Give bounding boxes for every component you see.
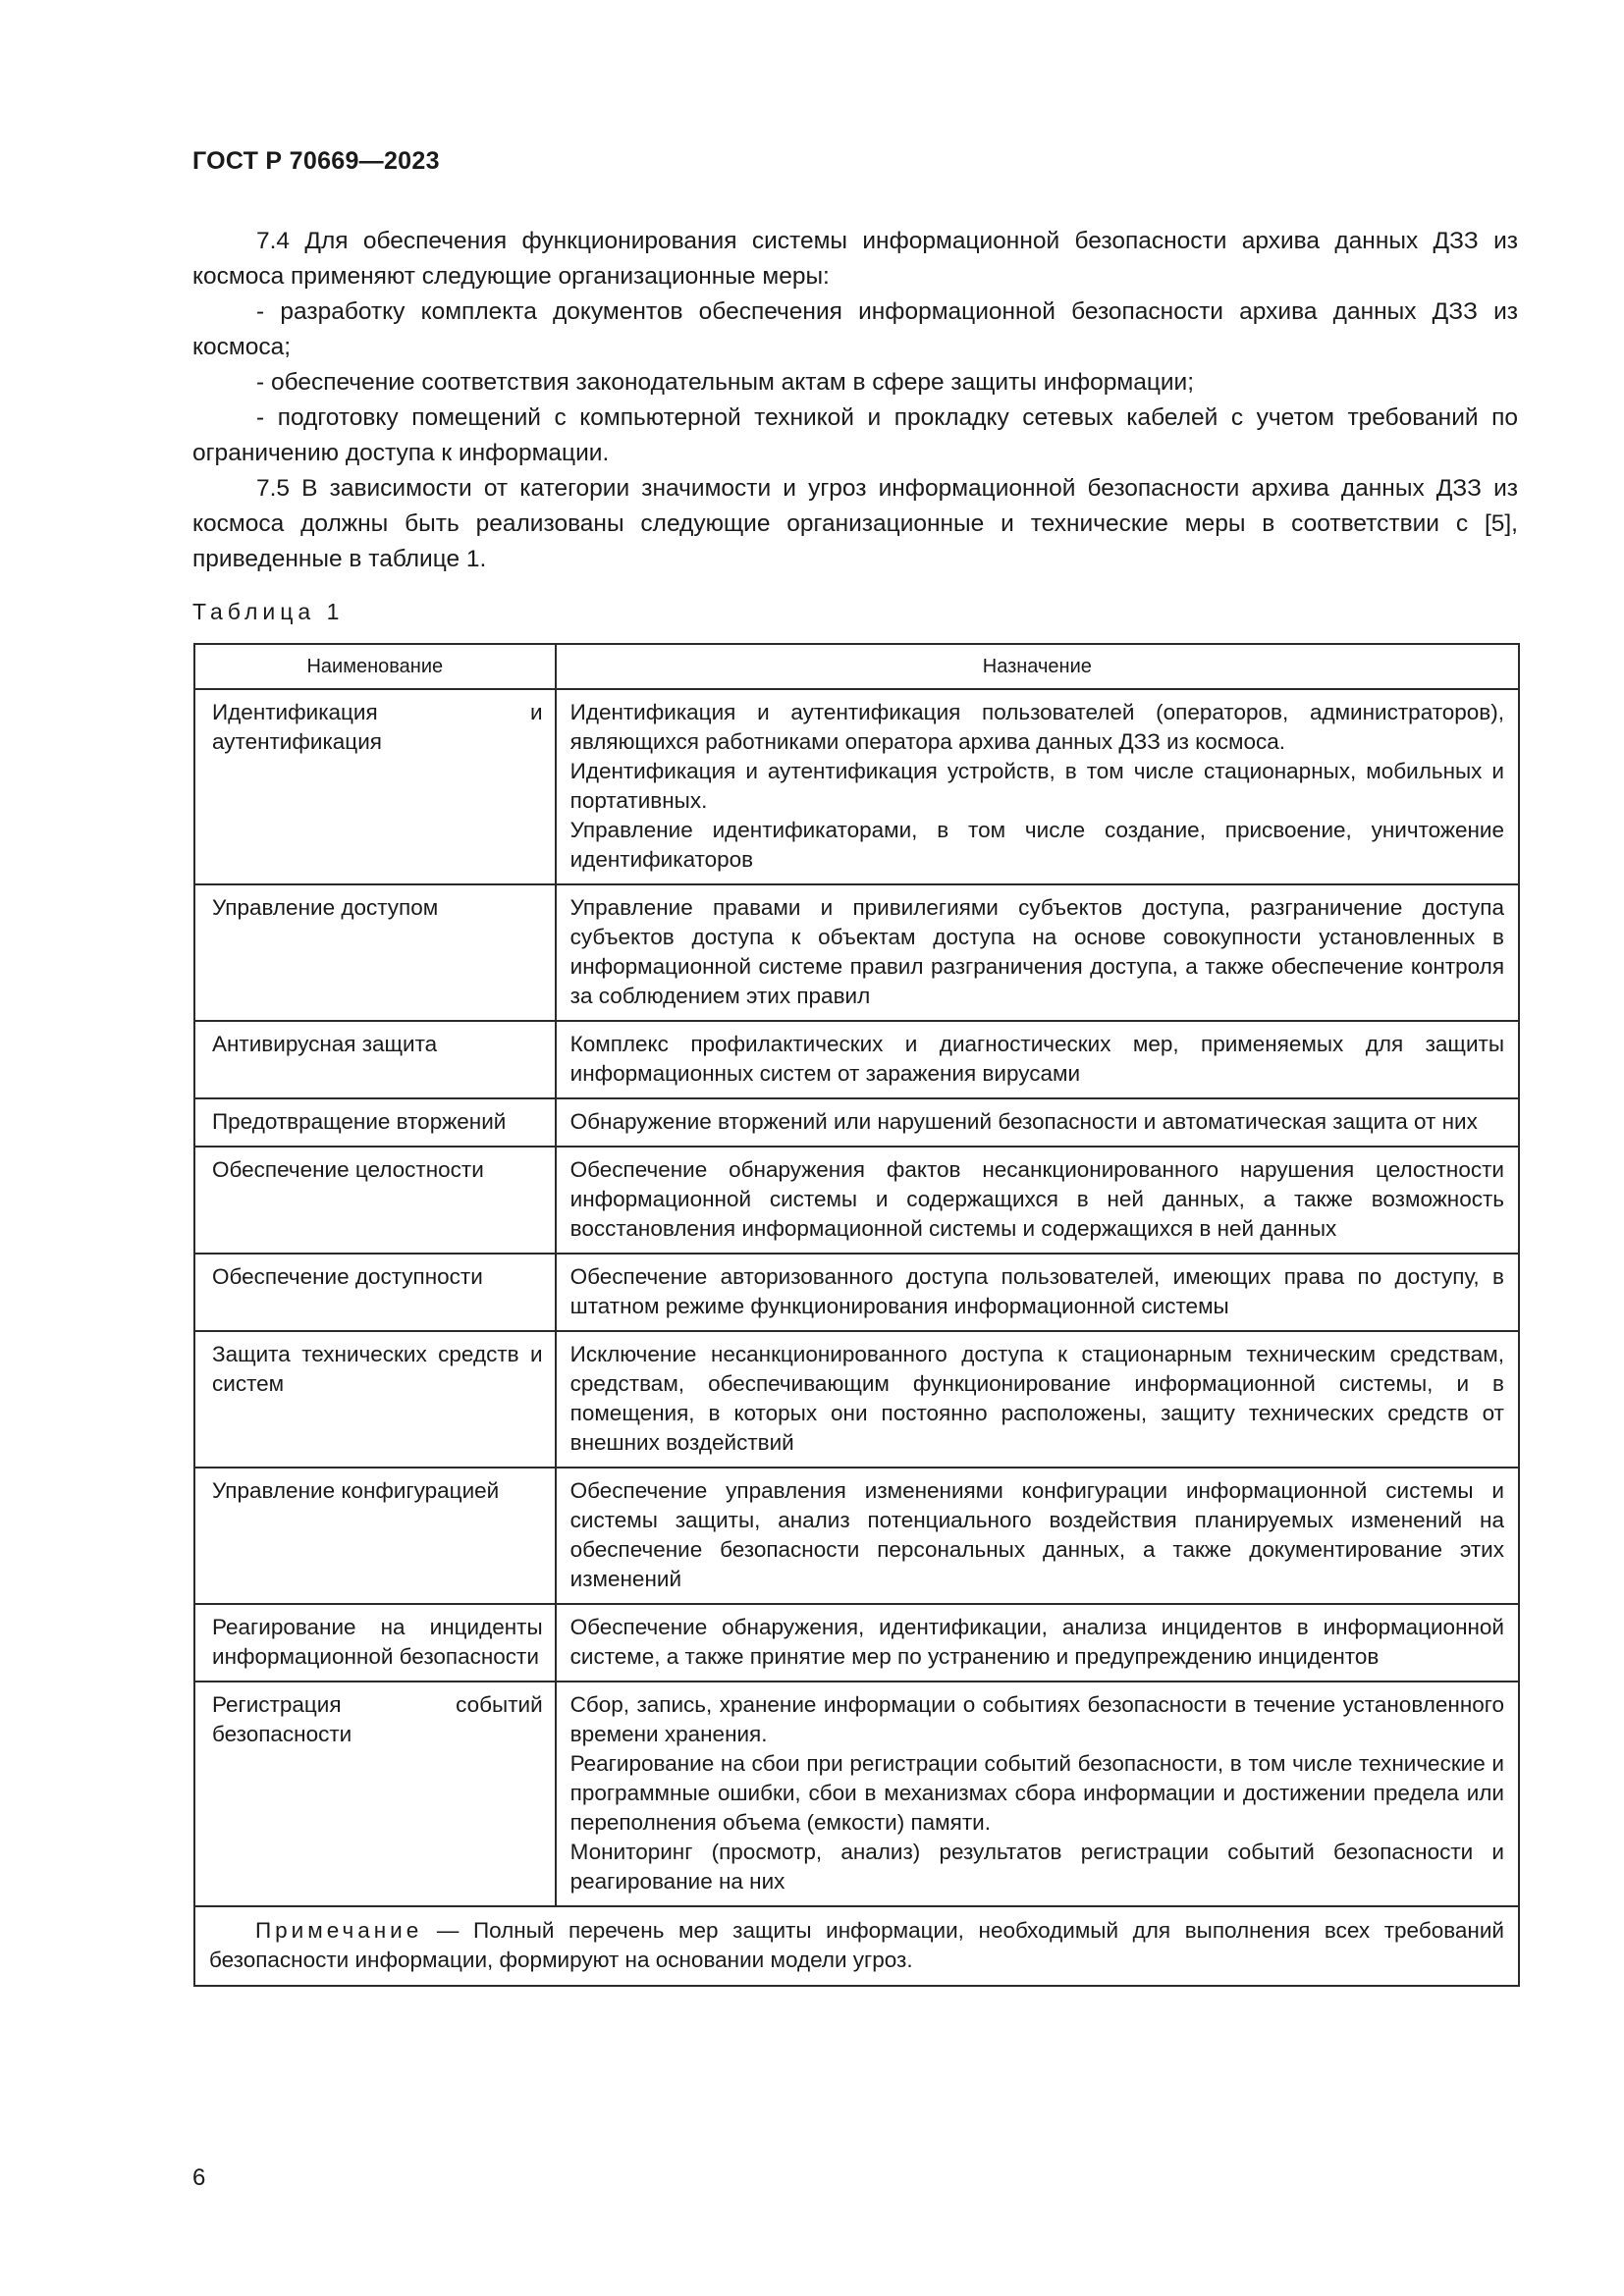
- measure-purpose: [556, 1254, 1519, 1331]
- table-row: [194, 1682, 1519, 1906]
- table-row: [194, 1331, 1519, 1468]
- measure-purpose: [556, 1682, 1519, 1906]
- measure-purpose: [556, 884, 1519, 1021]
- purpose-line: Управление правами и привилегиями субъектов доступа, разграничение доступа субъектов доступа к объектам доступа на основе совокупности установленных в информационной системе правил разграничения доступа, а также обеспечение контроля за соблюдением этих правил: [569, 895, 1504, 1008]
- measure-name: Обеспечение целостности: [194, 1147, 556, 1254]
- purpose-line: Управление идентификаторами, в том числе создание, присвоение, уничтожение идентификаторов: [569, 818, 1504, 872]
- purpose-line: Комплекс профилактических и диагностических мер, применяемых для защиты информационных систем от заражения вирусами: [569, 1032, 1504, 1086]
- purpose-line: Обнаружение вторжений или нарушений безопасности и автоматическая защита от них: [569, 1109, 1478, 1134]
- measure-purpose: [556, 1331, 1519, 1468]
- purpose-line: Исключение несанкционированного доступа к стационарным техническим средствам, средствам, обеспечивающим функционирование информационной системы, и в помещения, в которых они постоянно расположены, защиту технических средств от внешних воздействий: [569, 1342, 1504, 1455]
- table-row: [194, 1021, 1519, 1098]
- measure-purpose: [556, 1604, 1519, 1682]
- list-item: - обеспечение соответствия законодательным актам в сфере защиты информации;: [256, 369, 1195, 396]
- measure-purpose: [556, 1098, 1519, 1147]
- table-note-row: [194, 1906, 1519, 1986]
- paragraph-7-5: 7.5 В зависимости от категории значимости и угроз информационной безопасности архива данных ДЗЗ из космоса должны быть реализованы следующие организационные и технические меры в соответствии с [5], приведенные в таблице 1.: [192, 475, 1518, 572]
- list-item: - разработку комплекта документов обеспечения информационной безопасности архива данных ДЗЗ из космоса;: [192, 298, 1518, 360]
- measure-name: Идентификация и аутентификация: [194, 689, 556, 884]
- table-row: [194, 689, 1519, 884]
- table-note: [194, 1906, 1519, 1986]
- page-number: 6: [192, 2164, 206, 2191]
- measure-name: Предотвращение вторжений: [194, 1098, 556, 1147]
- measures-table: [193, 643, 1520, 1987]
- table-caption: Таблица 1: [192, 599, 345, 624]
- purpose-line: Реагирование на сбои при регистрации событий безопасности, в том числе технические и программные ошибки, сбои в механизмах сбора информации и достижении предела или переполнения объема (емкости) памяти.: [569, 1751, 1504, 1835]
- purpose-line: Сбор, запись, хранение информации о событиях безопасности в течение установленного времени хранения.: [569, 1692, 1504, 1746]
- table-row: [194, 1254, 1519, 1331]
- list-item: - подготовку помещений с компьютерной техникой и прокладку сетевых кабелей с учетом требований по ограничению доступа к информации.: [192, 404, 1518, 466]
- note-text: — Полный перечень мер защиты информации, необходимый для выполнения всех требований безопасности информации, формируют на основании модели угроз.: [209, 1918, 1504, 1972]
- table-row: [194, 1468, 1519, 1604]
- measure-name: Реагирование на инциденты информационной безопасности: [194, 1604, 556, 1682]
- body-text: [192, 224, 1518, 577]
- purpose-line: Мониторинг (просмотр, анализ) результатов регистрации событий безопасности и реагирование на них: [569, 1840, 1504, 1894]
- standard-header: ГОСТ Р 70669—2023: [192, 147, 440, 175]
- measure-name: Защита технических средств и систем: [194, 1331, 556, 1468]
- measure-name: Управление конфигурацией: [194, 1468, 556, 1604]
- table-row: [194, 1098, 1519, 1147]
- measure-purpose: [556, 1468, 1519, 1604]
- purpose-line: Обеспечение обнаружения, идентификации, анализа инцидентов в информационной системе, а также принятие мер по устранению и предупреждению инцидентов: [569, 1615, 1504, 1669]
- paragraph-7-4: 7.4 Для обеспечения функционирования системы информационной безопасности архива данных ДЗЗ из космоса применяют следующие организационные меры:: [192, 228, 1518, 290]
- table-row: [194, 884, 1519, 1021]
- purpose-line: Обеспечение авторизованного доступа пользователей, имеющих права по доступу, в штатном режиме функционирования информационной системы: [569, 1264, 1504, 1318]
- measure-purpose: [556, 1021, 1519, 1098]
- column-header-name: Наименование: [194, 644, 556, 689]
- table-row: [194, 1147, 1519, 1254]
- table-row: [194, 1604, 1519, 1682]
- column-header-purpose: Назначение: [556, 644, 1519, 689]
- measure-name: Антивирусная защита: [194, 1021, 556, 1098]
- purpose-line: Идентификация и аутентификация устройств, в том числе стационарных, мобильных и портативных.: [569, 759, 1504, 813]
- measure-purpose: [556, 1147, 1519, 1254]
- purpose-line: Идентификация и аутентификация пользователей (операторов, администраторов), являющихся работниками оператора архива данных ДЗЗ из космоса.: [569, 700, 1504, 754]
- table-header-row: [194, 644, 1519, 689]
- measure-name: Обеспечение доступности: [194, 1254, 556, 1331]
- measure-purpose: [556, 689, 1519, 884]
- note-label: Примечание: [255, 1918, 423, 1943]
- measure-name: Регистрация событий безопасности: [194, 1682, 556, 1906]
- measure-name: Управление доступом: [194, 884, 556, 1021]
- purpose-line: Обеспечение обнаружения фактов несанкционированного нарушения целостности информационной системы и содержащихся в ней данных, а также возможность восстановления информационной системы и содержащихся в ней данных: [569, 1157, 1504, 1241]
- purpose-line: Обеспечение управления изменениями конфигурации информационной системы и системы защиты, анализ потенциального воздействия планируемых изменений на обеспечение безопасности персональных данных, а также документирование этих изменений: [569, 1478, 1504, 1591]
